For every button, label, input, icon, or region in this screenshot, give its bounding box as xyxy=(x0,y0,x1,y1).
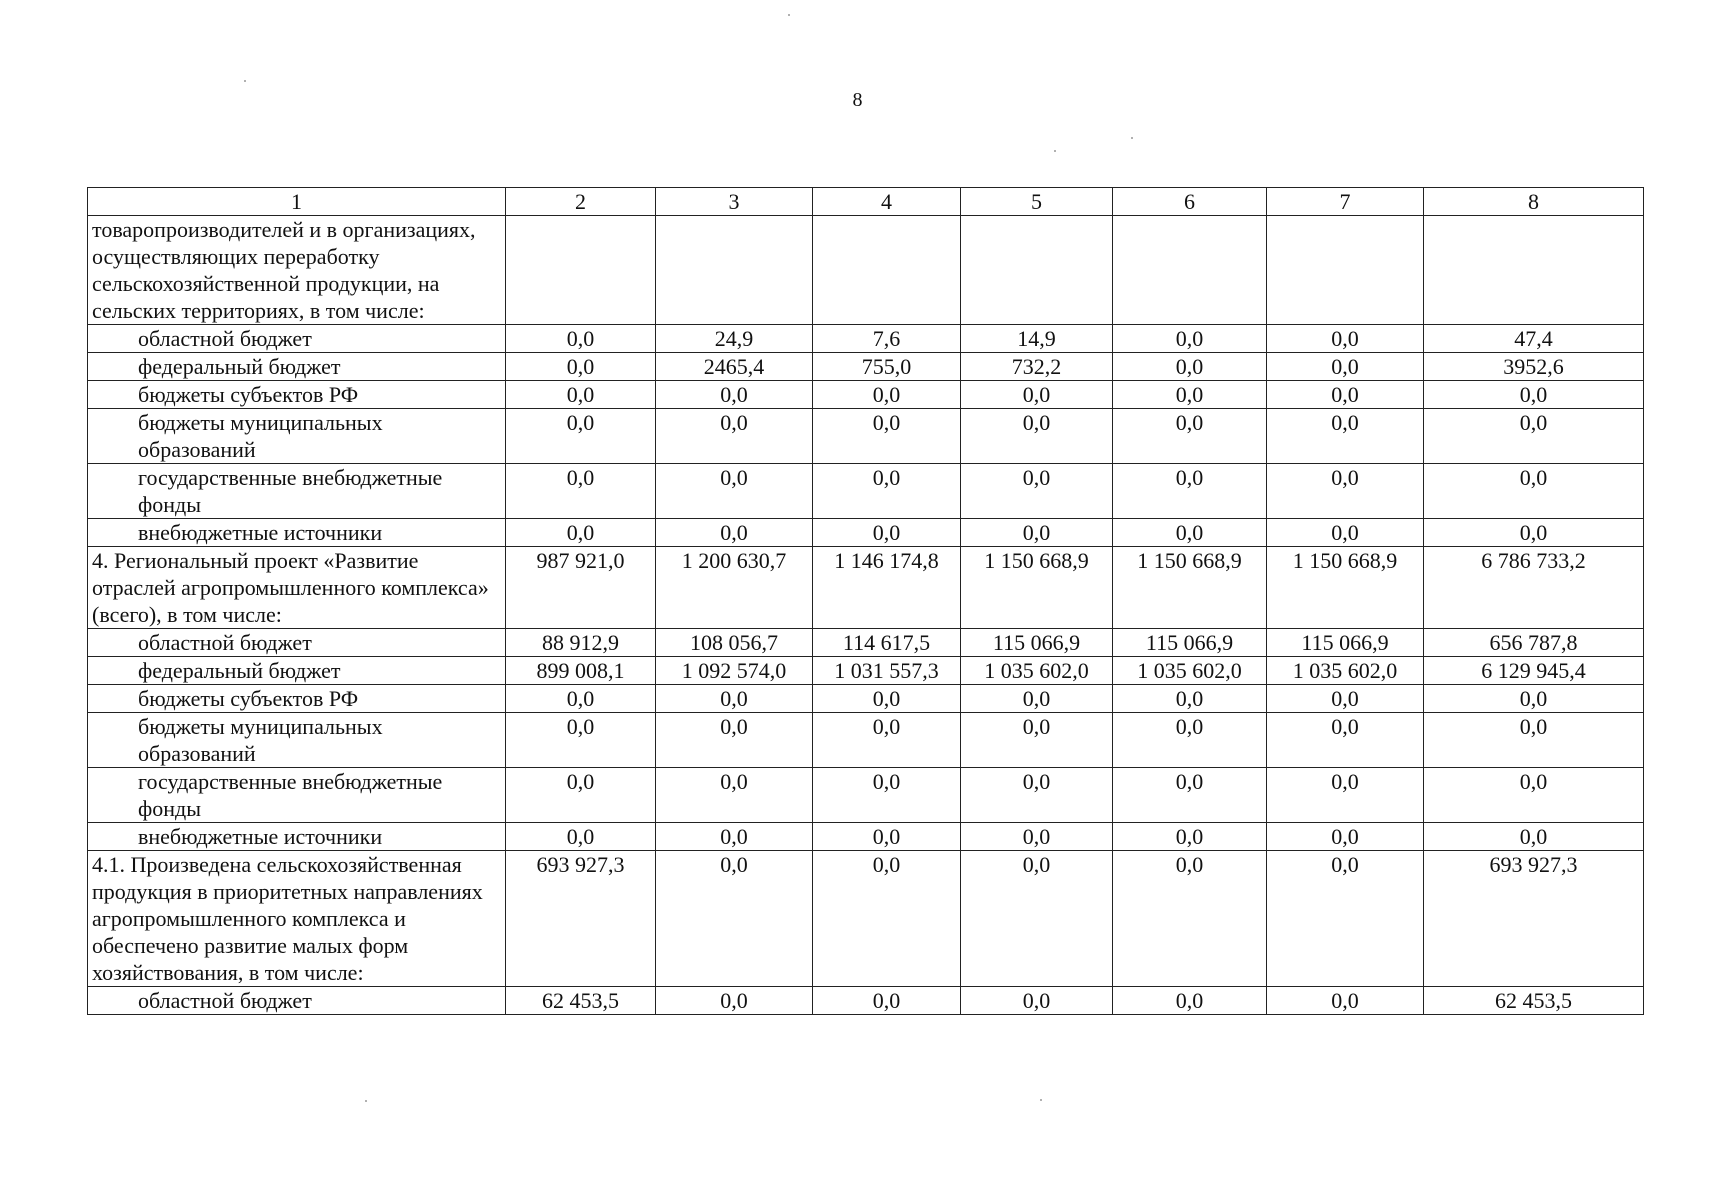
table-row xyxy=(88,381,1644,409)
amount-cell: 1 146 174,8 xyxy=(813,547,961,629)
amount-cell: 0,0 xyxy=(506,325,656,353)
amount-cell: 0,0 xyxy=(813,685,961,713)
amount-cell: 0,0 xyxy=(1267,464,1424,519)
amount-cell: 0,0 xyxy=(813,519,961,547)
amount-cell xyxy=(1424,216,1644,325)
scan-speck xyxy=(244,80,246,82)
amount-cell: 0,0 xyxy=(506,409,656,464)
amount-cell: 755,0 xyxy=(813,353,961,381)
amount-cell: 115 066,9 xyxy=(1267,629,1424,657)
amount-cell: 0,0 xyxy=(1267,987,1424,1015)
amount-cell: 0,0 xyxy=(1267,519,1424,547)
funding-source-label: внебюджетные источники xyxy=(88,823,506,851)
amount-cell: 0,0 xyxy=(961,409,1113,464)
amount-cell: 0,0 xyxy=(1424,464,1644,519)
funding-source-label: федеральный бюджет xyxy=(88,353,506,381)
column-number: 5 xyxy=(961,188,1113,216)
column-number: 7 xyxy=(1267,188,1424,216)
budget-table-body xyxy=(88,188,1644,1015)
amount-cell: 6 129 945,4 xyxy=(1424,657,1644,685)
amount-cell: 0,0 xyxy=(1267,851,1424,987)
section-label: 4. Региональный проект «Развитие отраслей агропромышленного комплекса» (всего), в том числе: xyxy=(88,547,506,629)
amount-cell: 0,0 xyxy=(813,851,961,987)
amount-cell: 0,0 xyxy=(656,381,813,409)
budget-table xyxy=(87,187,1644,1015)
amount-cell: 0,0 xyxy=(813,381,961,409)
amount-cell: 1 150 668,9 xyxy=(1113,547,1267,629)
amount-cell: 693 927,3 xyxy=(506,851,656,987)
amount-cell: 0,0 xyxy=(961,713,1113,768)
amount-cell: 0,0 xyxy=(961,768,1113,823)
amount-cell: 0,0 xyxy=(656,519,813,547)
amount-cell: 0,0 xyxy=(1267,325,1424,353)
amount-cell: 0,0 xyxy=(1113,325,1267,353)
amount-cell: 108 056,7 xyxy=(656,629,813,657)
table-row xyxy=(88,464,1644,519)
column-number: 3 xyxy=(656,188,813,216)
amount-cell: 0,0 xyxy=(1113,851,1267,987)
amount-cell xyxy=(506,216,656,325)
amount-cell: 987 921,0 xyxy=(506,547,656,629)
amount-cell: 0,0 xyxy=(1424,381,1644,409)
funding-source-label: областной бюджет xyxy=(88,325,506,353)
amount-cell: 0,0 xyxy=(506,713,656,768)
funding-source-label: бюджеты субъектов РФ xyxy=(88,685,506,713)
column-number: 8 xyxy=(1424,188,1644,216)
amount-cell: 88 912,9 xyxy=(506,629,656,657)
amount-cell: 115 066,9 xyxy=(961,629,1113,657)
amount-cell: 0,0 xyxy=(1113,381,1267,409)
section-label: товаропроизводителей и в организациях, осуществляющих переработку сельскохозяйственной продукции, на сельских территориях, в том числе: xyxy=(88,216,506,325)
amount-cell: 0,0 xyxy=(1113,464,1267,519)
amount-cell: 0,0 xyxy=(506,685,656,713)
amount-cell: 0,0 xyxy=(1267,713,1424,768)
amount-cell: 0,0 xyxy=(961,464,1113,519)
amount-cell: 0,0 xyxy=(961,685,1113,713)
amount-cell: 0,0 xyxy=(656,464,813,519)
amount-cell: 1 035 602,0 xyxy=(1113,657,1267,685)
amount-cell xyxy=(1113,216,1267,325)
table-row xyxy=(88,519,1644,547)
amount-cell: 0,0 xyxy=(1113,519,1267,547)
amount-cell: 693 927,3 xyxy=(1424,851,1644,987)
scan-speck xyxy=(1054,150,1056,152)
amount-cell: 0,0 xyxy=(961,519,1113,547)
amount-cell: 0,0 xyxy=(961,851,1113,987)
amount-cell: 0,0 xyxy=(1113,823,1267,851)
funding-source-label: областной бюджет xyxy=(88,987,506,1015)
amount-cell: 0,0 xyxy=(1267,768,1424,823)
scan-speck xyxy=(1040,1099,1042,1101)
amount-cell: 0,0 xyxy=(656,409,813,464)
amount-cell: 0,0 xyxy=(656,768,813,823)
amount-cell: 0,0 xyxy=(506,381,656,409)
amount-cell: 0,0 xyxy=(1424,685,1644,713)
amount-cell: 0,0 xyxy=(813,464,961,519)
amount-cell: 0,0 xyxy=(1113,409,1267,464)
amount-cell: 0,0 xyxy=(1113,685,1267,713)
amount-cell: 0,0 xyxy=(1113,353,1267,381)
table-row xyxy=(88,216,1644,325)
amount-cell: 1 031 557,3 xyxy=(813,657,961,685)
amount-cell: 47,4 xyxy=(1424,325,1644,353)
amount-cell: 0,0 xyxy=(961,987,1113,1015)
amount-cell: 3952,6 xyxy=(1424,353,1644,381)
amount-cell: 0,0 xyxy=(1267,823,1424,851)
amount-cell: 6 786 733,2 xyxy=(1424,547,1644,629)
amount-cell: 1 035 602,0 xyxy=(961,657,1113,685)
funding-source-label: бюджеты муниципальных образований xyxy=(88,409,506,464)
amount-cell: 0,0 xyxy=(1267,381,1424,409)
scan-speck xyxy=(788,14,790,16)
funding-source-label: государственные внебюджетные фонды xyxy=(88,768,506,823)
amount-cell: 1 200 630,7 xyxy=(656,547,813,629)
amount-cell: 0,0 xyxy=(1267,409,1424,464)
page-number: 8 xyxy=(852,89,863,111)
amount-cell: 0,0 xyxy=(1267,353,1424,381)
column-number: 1 xyxy=(88,188,506,216)
table-row xyxy=(88,713,1644,768)
table-row xyxy=(88,657,1644,685)
amount-cell: 656 787,8 xyxy=(1424,629,1644,657)
amount-cell: 899 008,1 xyxy=(506,657,656,685)
amount-cell: 0,0 xyxy=(656,823,813,851)
amount-cell: 14,9 xyxy=(961,325,1113,353)
amount-cell: 0,0 xyxy=(1424,713,1644,768)
amount-cell: 0,0 xyxy=(813,823,961,851)
table-row xyxy=(88,987,1644,1015)
amount-cell: 0,0 xyxy=(813,713,961,768)
amount-cell xyxy=(813,216,961,325)
amount-cell xyxy=(961,216,1113,325)
amount-cell: 1 150 668,9 xyxy=(961,547,1113,629)
amount-cell: 1 150 668,9 xyxy=(1267,547,1424,629)
amount-cell: 0,0 xyxy=(1113,987,1267,1015)
table-row xyxy=(88,409,1644,464)
amount-cell: 0,0 xyxy=(1113,713,1267,768)
table-row xyxy=(88,547,1644,629)
amount-cell xyxy=(656,216,813,325)
amount-cell xyxy=(1267,216,1424,325)
table-row xyxy=(88,823,1644,851)
amount-cell: 0,0 xyxy=(506,519,656,547)
table-row xyxy=(88,353,1644,381)
funding-source-label: внебюджетные источники xyxy=(88,519,506,547)
amount-cell: 732,2 xyxy=(961,353,1113,381)
amount-cell: 1 035 602,0 xyxy=(1267,657,1424,685)
amount-cell: 0,0 xyxy=(506,768,656,823)
amount-cell: 0,0 xyxy=(656,685,813,713)
amount-cell: 7,6 xyxy=(813,325,961,353)
amount-cell: 114 617,5 xyxy=(813,629,961,657)
amount-cell: 0,0 xyxy=(1424,823,1644,851)
amount-cell: 0,0 xyxy=(1424,768,1644,823)
amount-cell: 0,0 xyxy=(813,409,961,464)
funding-source-label: федеральный бюджет xyxy=(88,657,506,685)
funding-source-label: государственные внебюджетные фонды xyxy=(88,464,506,519)
amount-cell: 0,0 xyxy=(506,353,656,381)
amount-cell: 0,0 xyxy=(961,823,1113,851)
funding-source-label: бюджеты субъектов РФ xyxy=(88,381,506,409)
column-number: 6 xyxy=(1113,188,1267,216)
amount-cell: 0,0 xyxy=(656,713,813,768)
funding-source-label: областной бюджет xyxy=(88,629,506,657)
column-number: 4 xyxy=(813,188,961,216)
column-number: 2 xyxy=(506,188,656,216)
table-row xyxy=(88,629,1644,657)
amount-cell: 0,0 xyxy=(1267,685,1424,713)
amount-cell: 1 092 574,0 xyxy=(656,657,813,685)
scan-speck xyxy=(365,1100,367,1102)
table-row xyxy=(88,768,1644,823)
amount-cell: 24,9 xyxy=(656,325,813,353)
amount-cell: 0,0 xyxy=(506,823,656,851)
amount-cell: 62 453,5 xyxy=(1424,987,1644,1015)
amount-cell: 0,0 xyxy=(1113,768,1267,823)
table-row xyxy=(88,685,1644,713)
amount-cell: 0,0 xyxy=(961,381,1113,409)
amount-cell: 0,0 xyxy=(506,464,656,519)
amount-cell: 0,0 xyxy=(656,987,813,1015)
amount-cell: 0,0 xyxy=(813,768,961,823)
amount-cell: 62 453,5 xyxy=(506,987,656,1015)
amount-cell: 0,0 xyxy=(1424,409,1644,464)
table-row xyxy=(88,325,1644,353)
amount-cell: 0,0 xyxy=(656,851,813,987)
amount-cell: 0,0 xyxy=(1424,519,1644,547)
table-row xyxy=(88,851,1644,987)
amount-cell: 2465,4 xyxy=(656,353,813,381)
amount-cell: 0,0 xyxy=(813,987,961,1015)
column-number-row xyxy=(88,188,1644,216)
section-label: 4.1. Произведена сельскохозяйственная продукция в приоритетных направлениях агропромышленного комплекса и обеспечено развитие малых форм хозяйствования, в том числе: xyxy=(88,851,506,987)
funding-source-label: бюджеты муниципальных образований xyxy=(88,713,506,768)
scan-speck xyxy=(1131,137,1133,139)
amount-cell: 115 066,9 xyxy=(1113,629,1267,657)
